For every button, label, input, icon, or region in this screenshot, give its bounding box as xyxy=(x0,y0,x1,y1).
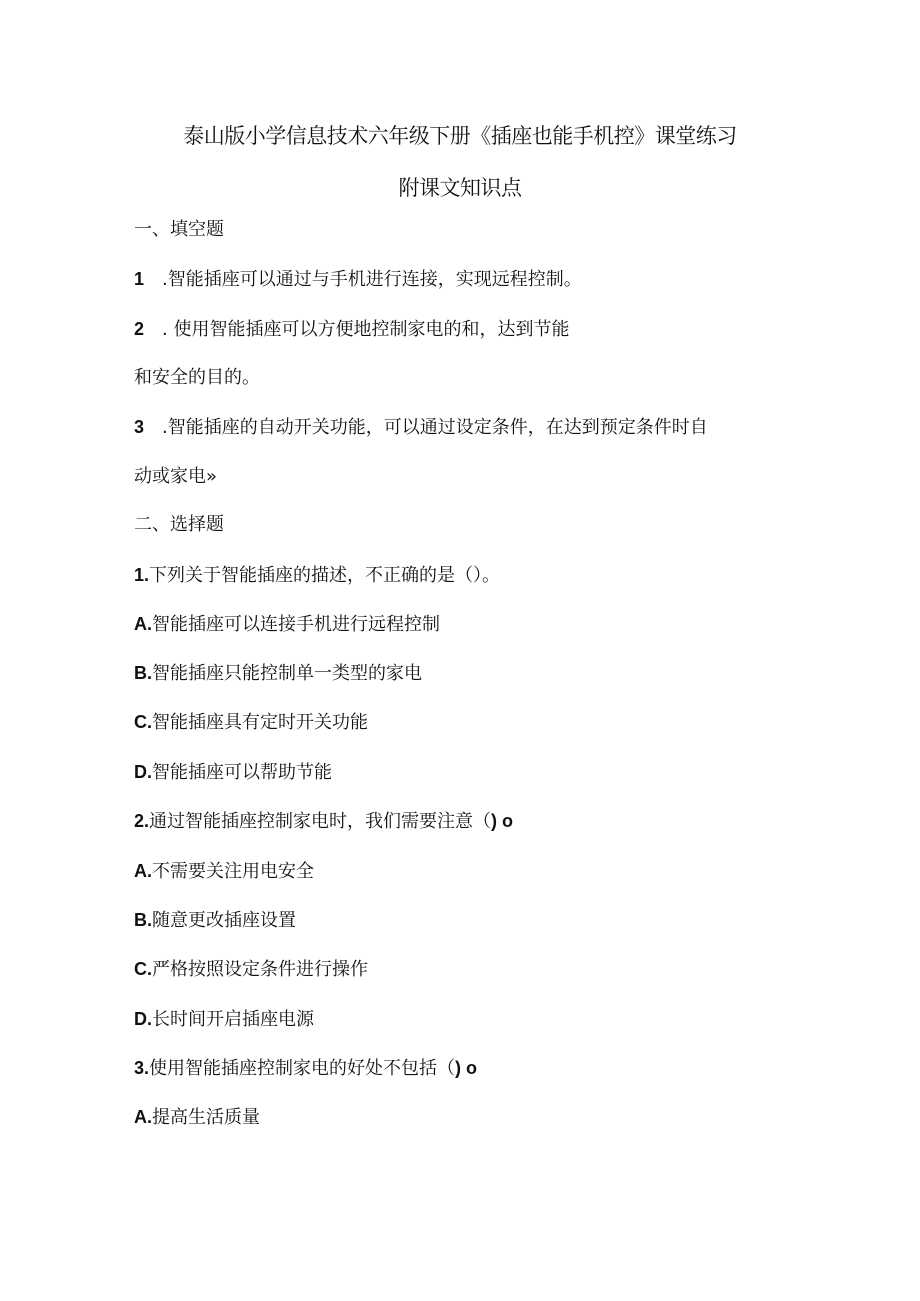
question-text: 通过智能插座控制家电时，我们需要注意（ xyxy=(149,811,492,832)
question-text: .智能插座的自动开关功能，可以通过设定条件，在达到预定条件时自 xyxy=(162,417,708,438)
option-text: 随意更改插座设置 xyxy=(152,910,296,931)
option-letter: A. xyxy=(134,1107,152,1127)
question-number: 3 xyxy=(134,417,145,437)
choice-option xyxy=(134,713,368,732)
question-number: 1. xyxy=(134,565,150,585)
option-text: 智能插座可以连接手机进行远程控制 xyxy=(152,614,440,635)
option-text: 严格按照设定条件进行操作 xyxy=(152,959,368,980)
section-heading-choice: 二、选择题 xyxy=(134,514,224,535)
choice-option xyxy=(134,1108,260,1127)
option-text: 提高生活质量 xyxy=(152,1107,260,1128)
fill-question-3-continuation: 动或家电» xyxy=(134,466,218,487)
option-letter: A. xyxy=(134,614,152,634)
option-text: 智能插座只能控制单一类型的家电 xyxy=(152,663,422,684)
document-subtitle: 附课文知识点 xyxy=(398,176,522,200)
question-end: ) o xyxy=(491,811,514,831)
document-title: 泰山版小学信息技术六年级下册《插座也能手机控》课堂练习 xyxy=(183,124,737,148)
option-text: 智能插座具有定时开关功能 xyxy=(152,712,368,733)
option-text: 智能插座可以帮助节能 xyxy=(152,762,332,783)
option-letter: D. xyxy=(134,1009,152,1029)
question-text: . 使用智能插座可以方便地控制家电的和，达到节能 xyxy=(162,319,570,340)
question-number: 1 xyxy=(134,269,145,289)
question-number: 2. xyxy=(134,811,150,831)
choice-question-3 xyxy=(134,1059,477,1078)
question-text: .智能插座可以通过与手机进行连接，实现远程控制。 xyxy=(162,269,582,290)
option-letter: C. xyxy=(134,959,152,979)
choice-option xyxy=(134,664,422,683)
choice-question-1 xyxy=(134,566,500,585)
fill-question-1 xyxy=(134,270,582,289)
choice-option xyxy=(134,911,296,930)
fill-question-3 xyxy=(134,418,708,437)
question-text: 下列关于智能插座的描述，不正确的是（）。 xyxy=(149,565,501,586)
option-letter: C. xyxy=(134,712,152,732)
option-letter: B. xyxy=(134,663,152,683)
option-letter: D. xyxy=(134,762,152,782)
choice-option xyxy=(134,763,332,782)
option-letter: A. xyxy=(134,861,152,881)
fill-question-2-continuation: 和安全的目的。 xyxy=(134,367,260,388)
question-number: 3. xyxy=(134,1058,150,1078)
section-heading-fill-blank: 一、填空题 xyxy=(134,219,224,240)
question-end: ) o xyxy=(455,1058,478,1078)
choice-question-2 xyxy=(134,812,513,831)
fill-question-2 xyxy=(134,320,569,339)
question-text: 使用智能插座控制家电的好处不包括（ xyxy=(149,1058,456,1079)
choice-option xyxy=(134,615,440,634)
question-number: 2 xyxy=(134,319,145,339)
choice-option xyxy=(134,1010,314,1029)
option-text: 长时间开启插座电源 xyxy=(152,1009,314,1030)
choice-option xyxy=(134,960,368,979)
option-letter: B. xyxy=(134,910,152,930)
option-text: 不需要关注用电安全 xyxy=(152,861,314,882)
choice-option xyxy=(134,862,314,881)
